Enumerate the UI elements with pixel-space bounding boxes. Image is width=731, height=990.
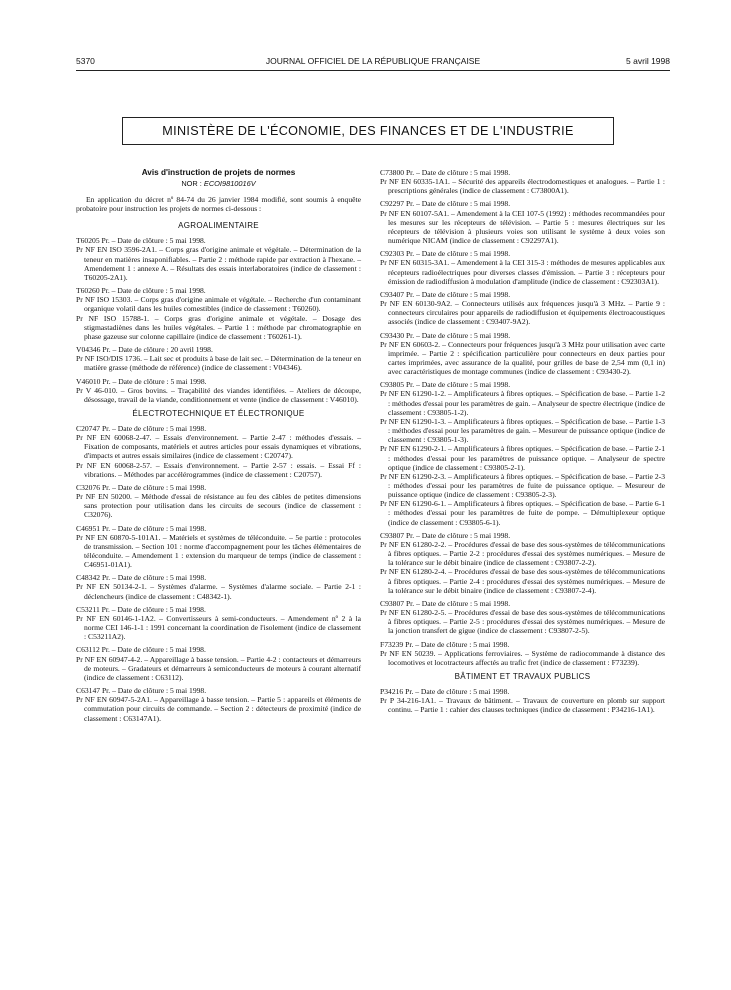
closing-date-line: C20747 Pr. – Date de clôture : 5 mai 1998. — [76, 423, 207, 433]
draft-standard-line: Pr NF EN 50134-2-1. – Systèmes d'alarme. – Systèmes d'alarme sociale. – Partie 2-1 : déclencheurs (indice de classement : C48342-1). — [76, 582, 361, 601]
draft-standard-line: Pr NF ISO 15303. – Corps gras d'origine animale et végétale. – Recherche d'un contaminant organique volatil dans les huiles comestibles (indice de classement : T60260). — [76, 295, 361, 314]
closing-date-line: C92297 Pr. – Date de clôture : 5 mai 1998. — [380, 199, 511, 209]
standard-entry — [380, 199, 665, 245]
standard-entry — [76, 573, 361, 600]
closing-date-line: C63112 Pr. – Date de clôture : 5 mai 1998. — [76, 645, 206, 655]
closing-date-line: C92303 Pr. – Date de clôture : 5 mai 1998. — [380, 249, 511, 259]
draft-standard-line: Pr NF EN 60068-2-57. – Essais d'environnement. – Partie 2-57 : essais. – Essai Ff : vibrations. – Méthodes par accélérogrammes (indice de classement : C20757). — [76, 460, 361, 479]
section-heading: AGROALIMENTAIRE — [178, 221, 259, 231]
standard-entry — [380, 380, 665, 527]
closing-date-line: C53211 Pr. – Date de clôture : 5 mai 1998. — [76, 604, 206, 614]
draft-standard-line: Pr P 34-216-1A1. – Travaux de bâtiment. – Travaux de couverture en plomb sur support continu. – Partie 1 : cahier des clauses techniques (indice de classement : P34216-1A1). — [380, 696, 665, 715]
nor-reference — [76, 178, 361, 189]
closing-date-line: C48342 Pr. – Date de clôture : 5 mai 1998. — [76, 573, 207, 583]
left-column — [76, 167, 361, 727]
closing-date-line: T60260 Pr. – Date de clôture : 5 mai 1998. — [76, 286, 206, 296]
draft-standard-line: Pr NF ISO/DIS 1736. – Lait sec et produits à base de lait sec. – Détermination de la teneur en matière grasse (méthode de référence) (indice de classement : V04346). — [76, 354, 361, 373]
standard-entry — [380, 168, 665, 195]
section-heading: BÂTIMENT ET TRAVAUX PUBLICS — [454, 671, 591, 681]
intro-paragraph: En application du décret nº 84-74 du 26 janvier 1984 modifié, sont soumis à enquête probatoire pour instruction les projets de normes ci-dessous : — [76, 195, 361, 214]
draft-standard-line: Pr NF EN 61290-6-1. – Amplificateurs à fibres optiques. – Spécification de base. – Partie 6-1 : méthodes d'essai pour les paramètres de fuite de pompe. – Démultiplexeur optique (indice de classement : C93805-6-1). — [380, 499, 665, 527]
standard-entry — [380, 687, 665, 714]
standard-entry — [76, 236, 361, 282]
draft-standard-line: Pr NF EN 60315-3A1. – Amendement à la CEI 315-3 : méthodes de mesures applicables aux récepteurs radioélectriques pour diverses classes d'émission. – Partie 3 : récepteurs pour émission de radiodiffusion à modulation d'amplitude (indice de classement : C92303A1). — [380, 258, 665, 286]
draft-standard-line: Pr NF EN 60068-2-47. – Essais d'environnement. – Partie 2-47 : méthodes d'essais. – Fixation de composants, matériels et autres articles pour essais dynamiques et vibrations, d'impacts et autres essais similaires (indice de classement : C20747). — [76, 433, 361, 461]
standard-entry — [380, 290, 665, 327]
standard-entry — [76, 286, 361, 341]
standard-entry — [380, 331, 665, 377]
closing-date-line: C63147 Pr. – Date de clôture : 5 mai 1998. — [76, 686, 207, 696]
draft-standard-line: Pr NF EN 60107-5A1. – Amendement à la CEI 107-5 (1992) : méthodes recommandées pour les mesures sur les récepteurs de télévision. – Partie 5 : mesures électriques sur les récepteurs de télévision à plusieurs voies son utilisant le système à deux voies son numérique NICAM (indice de classement : C92297A1). — [380, 208, 665, 246]
closing-date-line: C46951 Pr. – Date de clôture : 5 mai 1998. — [76, 523, 207, 533]
draft-standard-line: Pr NF EN 61280-2-5. – Procédures d'essai de base des sous-systèmes de télécommunications à fibres optiques. – Partie 2-5 : procédures d'essai des systèmes numériques. – Mesure de la jonction transfert de gigue (indice de classement : C93807-2-5). — [380, 608, 665, 636]
standard-entry — [76, 605, 361, 642]
journal-title: JOURNAL OFFICIEL DE LA RÉPUBLIQUE FRANÇAISE — [265, 56, 481, 66]
standard-entry — [76, 345, 361, 372]
nor-label: NOR : — [181, 179, 202, 188]
closing-date-line: C93807 Pr. – Date de clôture : 5 mai 1998. — [380, 530, 511, 540]
closing-date-line: T60205 Pr. – Date de clôture : 5 mai 1998. — [76, 236, 206, 246]
draft-standard-line: Pr NF EN 50239. – Applications ferroviaires. – Système de radiocommande à distance des locomotives et locotracteurs affectés au trafic fret (indice de classement : F73239). — [380, 648, 665, 667]
closing-date-line: C93805 Pr. – Date de clôture : 5 mai 1998. — [380, 380, 511, 390]
nor-code: ECOI9810016V — [203, 179, 256, 188]
header-rule — [76, 70, 670, 71]
draft-standard-line: Pr NF EN 60603-2. – Connecteurs pour fréquences jusqu'à 3 MHz pour utilisation avec carte imprimée. – Partie 2 : spécification particulière pour connecteurs en deux parties pour cartes imprimées, avec assurance de la qualité, pour grilles de base de 2,54 mm (0,1 in) avec caractéristiques de montage communes (indice de classement : C93430-2). — [380, 339, 665, 377]
draft-standard-line: Pr NF EN ISO 3596-2A1. – Corps gras d'origine animale et végétale. – Détermination de la teneur en matières insaponifiables. – Partie 2 : méthode rapide par extraction à l'hexane. – Amendement 1 : annexe A. – Résultats des essais interlaboratoires (indice de classement : T60205-2A1). — [76, 245, 361, 282]
closing-date-line: C32076 Pr. – Date de clôture : 5 mai 1998. — [76, 482, 207, 492]
closing-date-line: V04346 Pr. – Date de clôture : 20 avril 1998. — [76, 345, 213, 355]
closing-date-line: P34216 Pr. – Date de clôture : 5 mai 1998. — [380, 686, 510, 696]
section-heading: ÉLECTROTECHNIQUE ET ÉLECTRONIQUE — [132, 408, 305, 418]
draft-standard-line: Pr V 46-010. – Gros bovins. – Traçabilité des viandes identifiées. – Ateliers de découpe, désossage, travail de la viande, conditionnement et vente (indice de classement : V46010). — [76, 385, 361, 404]
standard-entry — [76, 377, 361, 404]
standard-entry — [76, 524, 361, 570]
closing-date-line: V46010 Pr. – Date de clôture : 5 mai 1998. — [76, 376, 207, 386]
page-header — [76, 56, 670, 70]
draft-standard-line: Pr NF EN 61280-2-4. – Procédures d'essai de base des sous-systèmes de télécommunications à fibres optiques. – Partie 2-4 : procédures d'essai des systèmes numériques. – Mesure de la tolérance sur le débit binaire (indice de classement : C93807-2-4). — [380, 567, 665, 595]
draft-standard-line: Pr NF EN 61280-2-2. – Procédures d'essai de base des sous-systèmes de télécommunications à fibres optiques. – Partie 2-2 : procédures d'essai des systèmes numériques. – Mesure de la tolérance sur le débit binaire (indice de classement : C93807-2-2). — [380, 539, 665, 568]
ministry-title: MINISTÈRE DE L'ÉCONOMIE, DES FINANCES ET DE L'INDUSTRIE — [122, 117, 614, 145]
draft-standard-line: Pr NF EN 60947-4-2. – Appareillage à basse tension. – Partie 4-2 : contacteurs et démarreurs de moteurs. – Gradateurs et démarreurs à semiconducteurs de moteurs à courant alternatif (indice de classement : C63112). — [76, 654, 361, 682]
draft-standard-line: Pr NF EN 60146-1-1A2. – Convertisseurs à semi-conducteurs. – Amendement nº 2 à la norme CEI 146-1-1 : 1991 concernant la coordination de l'isolement (indice de classement : C53211A2). — [76, 613, 361, 642]
page-number: 5370 — [76, 56, 95, 66]
draft-standard-line: Pr NF EN 60947-5-2A1. – Appareillage à basse tension. – Partie 5 : appareils et éléments de commutation pour circuits de commande. – Section 2 : détecteurs de proximité (indice de classement : C63147A1). — [76, 695, 361, 723]
draft-standard-line: Pr NF EN 61290-2-3. – Amplificateurs à fibres optiques. – Spécification de base. – Partie 2-3 : méthodes d'essai pour les paramètres de fuite de puissance optique. – Mesureur de puissance optique (indice de classement : C93805-2-3). — [380, 471, 665, 500]
standard-entry — [76, 483, 361, 520]
issue-date: 5 avril 1998 — [626, 56, 670, 66]
draft-standard-line: Pr NF EN 60870-5-101A1. – Matériels et systèmes de téléconduite. – 5e partie : protocoles de transmission. – Section 101 : norme d'accompagnement pour les tâches élémentaires de téléconduite. – Amendement 1 : extension du marqueur de temps (indice de classement : C46951-01A1). — [76, 532, 361, 570]
draft-standard-line: Pr NF EN 61290-2-1. – Amplificateurs à fibres optiques. – Spécification de base. – Partie 2-1 : méthodes d'essai pour les paramètres de puissance optique. – Analyseur de spectre optique (indice de classement : C93805-2-1). — [380, 444, 665, 472]
draft-standard-line: Pr NF EN 61290-1-2. – Amplificateurs à fibres optiques. – Spécification de base. – Partie 1-2 : méthodes d'essai pour les paramètres de gain. – Analyseur de spectre électrique (indice de classement : C93805-1-2). — [380, 389, 665, 417]
draft-standard-line: Pr NF EN 60130-9A2. – Connecteurs utilisés aux fréquences jusqu'à 3 MHz. – Partie 9 : connecteurs circulaires pour appareils de radiodiffusion et équipements électroacoustiques associés (indice de classement : C93407-9A2). — [380, 299, 665, 327]
draft-standard-line: Pr NF EN 60335-1A1. – Sécurité des appareils électrodomestiques et analogues. – Partie 1 : prescriptions générales (indice de classement : C73800A1). — [380, 177, 665, 196]
standard-entry — [380, 640, 665, 667]
standard-entry — [76, 424, 361, 479]
standard-entry — [380, 531, 665, 595]
left-sections — [76, 220, 361, 722]
draft-standard-line: Pr NF ISO 15788-1. – Corps gras d'origine animale et végétale. – Dosage des stigmastadiènes dans les huiles végétales. – Partie 1 : méthode par chromatographie en phase gazeuse sur colonne capillaire (indice de classement : T60261-1). — [76, 313, 361, 341]
notice-title: Avis d'instruction de projets de normes — [141, 168, 296, 177]
right-column — [380, 168, 665, 718]
closing-date-line: C93807 Pr. – Date de clôture : 5 mai 1998. — [380, 598, 511, 608]
closing-date-line: C93430 Pr. – Date de clôture : 5 mai 1998. — [380, 330, 511, 340]
standard-entry — [380, 599, 665, 636]
closing-date-line: F73239 Pr. – Date de clôture : 5 mai 1998. — [380, 639, 510, 649]
standard-entry — [380, 249, 665, 286]
draft-standard-line: Pr NF EN 50200. – Méthode d'essai de résistance au feu des câbles de petites dimensions sans protection pour utilisation dans les circuits de secours (indice de classement : C32076). — [76, 492, 361, 520]
standard-entry — [76, 686, 361, 723]
closing-date-line: C93407 Pr. – Date de clôture : 5 mai 1998. — [380, 289, 511, 299]
draft-standard-line: Pr NF EN 61290-1-3. – Amplificateurs à fibres optiques. – Spécification de base. – Partie 1-3 : méthodes d'essai pour les paramètres de gain. – Mesureur de puissance optique (indice de classement : C93805-1-3). — [380, 416, 665, 445]
standard-entry — [76, 645, 361, 682]
closing-date-line: C73800 Pr. – Date de clôture : 5 mai 1998. — [380, 168, 511, 177]
